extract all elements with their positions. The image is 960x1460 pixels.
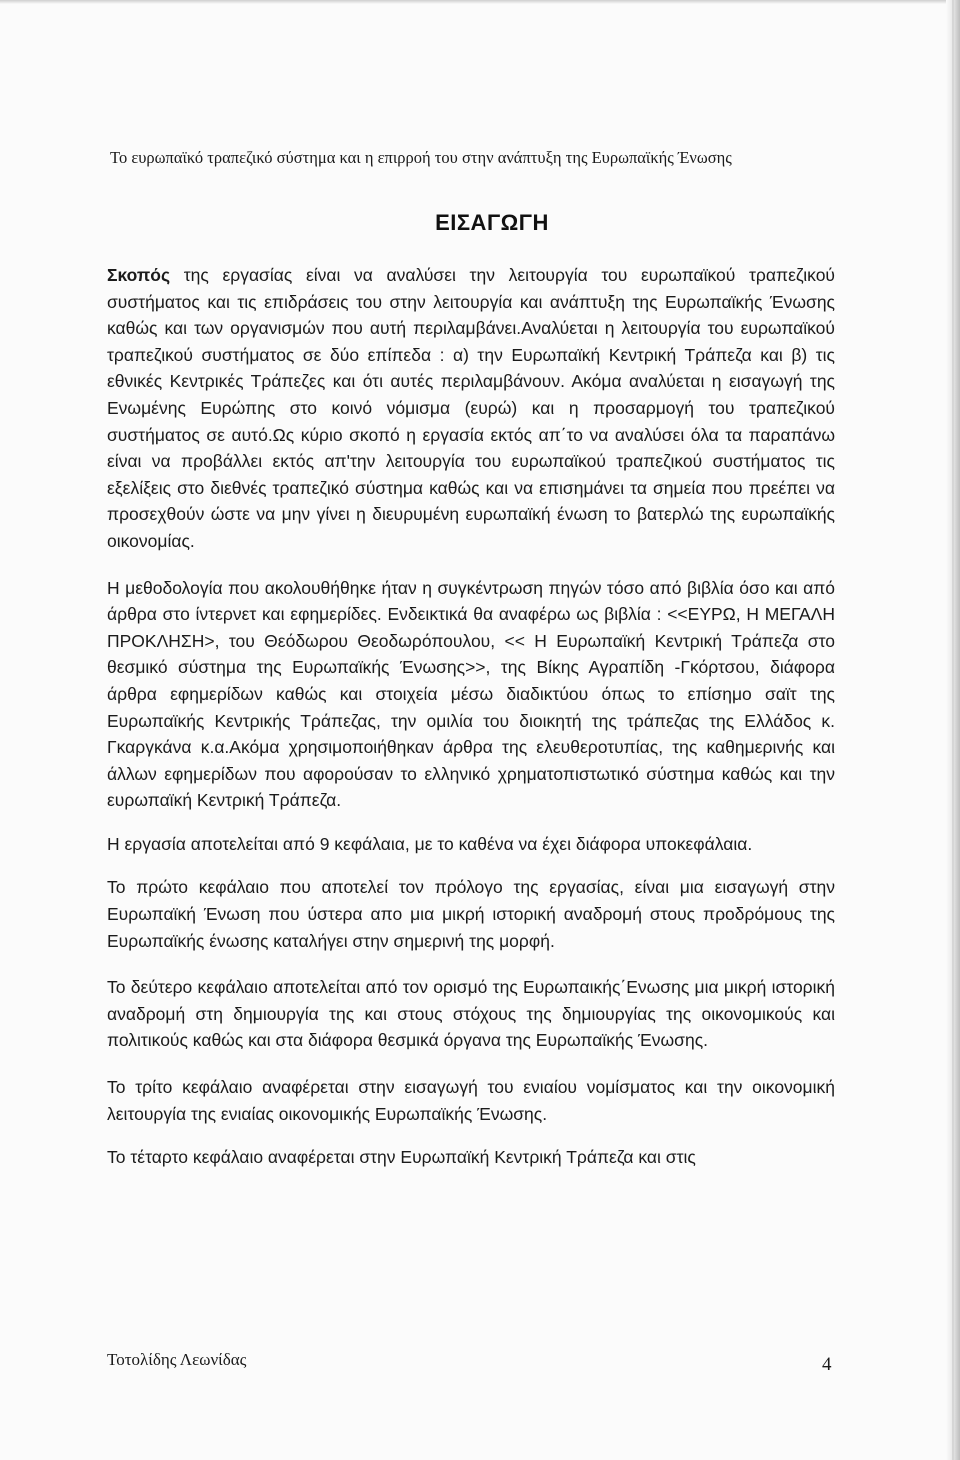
page-number: 4	[822, 1354, 832, 1375]
page-top-edge	[0, 0, 960, 4]
paragraph-chapter-4: Το τέταρτο κεφάλαιο αναφέρεται στην Ευρωπαϊκή Κεντρική Τράπεζα και στις	[107, 1147, 696, 1168]
paragraph-chapter-2: Το δεύτερο κεφάλαιο αποτελείται από τον ορισμό της Ευρωπαικής΄Ενωσης μια μικρή ιστορική αναδρομή στη δημιουργία της και στους στόχους της δημιουργίας της οικονομικούς και πολιτικούς καθώς και στα διάφορα θεσμικά όργανα της Ευρωπαϊκής Ένωσης.	[107, 977, 835, 1051]
footer-author: Τοτολίδης Λεωνίδας	[107, 1350, 247, 1369]
body-text	[107, 262, 835, 1171]
paragraph-chapter-3: Το τρίτο κεφάλαιο αναφέρεται στην εισαγωγή του ενιαίου νομίσματος και την οικονομική λειτουργία της ενιαίας οικονομικής Ευρωπαϊκής Ένωσης.	[107, 1077, 835, 1124]
running-header: Το ευρωπαϊκό τραπεζικό σύστημα και η επιρροή του στην ανάπτυξη της Ευρωπαϊκής Ένωσης	[110, 148, 732, 167]
paragraph-purpose	[107, 262, 835, 555]
paragraph-chapter-1: Το πρώτο κεφάλαιο που αποτελεί τον πρόλογο της εργασίας, είναι μια εισαγωγή στην Ευρωπαϊκή Ένωση που ύστερα απο μια μικρή ιστορική αναδρομή στους προδρόμους της Ευρωπαϊκής ένωσης καταλήγει στην σημερινή της μορφή.	[107, 877, 835, 951]
paragraph-methodology: Η μεθοδολογία που ακολουθήθηκε ήταν η συγκέντρωση πηγών τόσο από βιβλία όσο και από άρθρα στο ίντερνετ και εφημερίδες. Ενδεικτικά θα αναφέρω ως βιβλία : <<ΕΥΡΩ, Η ΜΕΓΑΛΗ ΠΡΟΚΛΗΣΗ>, του Θεόδωρου Θεοδωρόπουλου, << Η Ευρωπαϊκή Κεντρική Τράπεζα στο θεσμικό σύστημα της Ευρωπαϊκής Ένωσης>>, της Βίκης Αγραπίδη -Γκόρτσου, διάφορα άρθρα εφημερίδων καθώς και στοιχεία μέσω διαδικτύου όπως το επίσημο σαϊτ της Ευρωπαϊκής Κεντρικής Τράπεζας, την ομιλία του διοικητή της τράπεζας της Ελλάδος κ. Γκαργκάνα κ.α.Ακόμα χρησιμοποιήθηκαν άρθρα της ελευθεροτυπίας, της καθημερινής και άλλων εφημερίδων που αφορούσαν το ελληνικό χρηματοπιστωτικό σύστημα καθώς και την ευρωπαϊκή Κεντρική Τράπεζα.	[107, 577, 835, 811]
section-title: ΕΙΣΑΓΩΓΗ	[435, 210, 549, 235]
paragraph-structure: Η εργασία αποτελείται από 9 κεφάλαια, με το καθένα να έχει διάφορα υποκεφάλαια.	[107, 833, 753, 854]
paragraph-purpose-text: της εργασίας είναι να αναλύσει την λειτουργία του ευρωπαϊκού τραπεζικού συστήματος και τις επιδράσεις του στην λειτουργία και ανάπτυξη της Ευρωπαϊκής Ένωσης καθώς και των οργανισμών που αυτή περιλαμβάνει.Αναλύεται η λειτουργία του ευρωπαϊκού τραπεζικού συστήματος σε δύο επίπεδα : α) την Ευρωπαϊκή Κεντρική Τράπεζα και β) τις εθνικές Κεντρικές Τράπεζες και ότι αυτές περιλαμβάνουν. Ακόμα αναλύεται η εισαγωγή της Ενωμένης Ευρώπης στο κοινό νόμισμα (ευρώ) και η προσαρμογή του τραπεζικού συστήματος σε αυτό.Ως κύριο σκοπό η εργασία εκτός απ΄το να αναλύσει όλα τα παραπάνω είναι να προβάλλει εκτός απ'την λειτουργία του ευρωπαϊκού τραπεζικού συστήματος τις εξελίξεις στο διεθνές τραπεζικό σύστημα καθώς και να επισημάνει τα σημεία που πρεέπει να προσεχθούν ώστε να μην γίνει η διευρυμένη ευρωπαϊκή ένωση το βατερλώ της ευρωπαϊκής οικονομίας.	[107, 265, 835, 551]
paragraph-lead-word: Σκοπός	[107, 265, 171, 285]
